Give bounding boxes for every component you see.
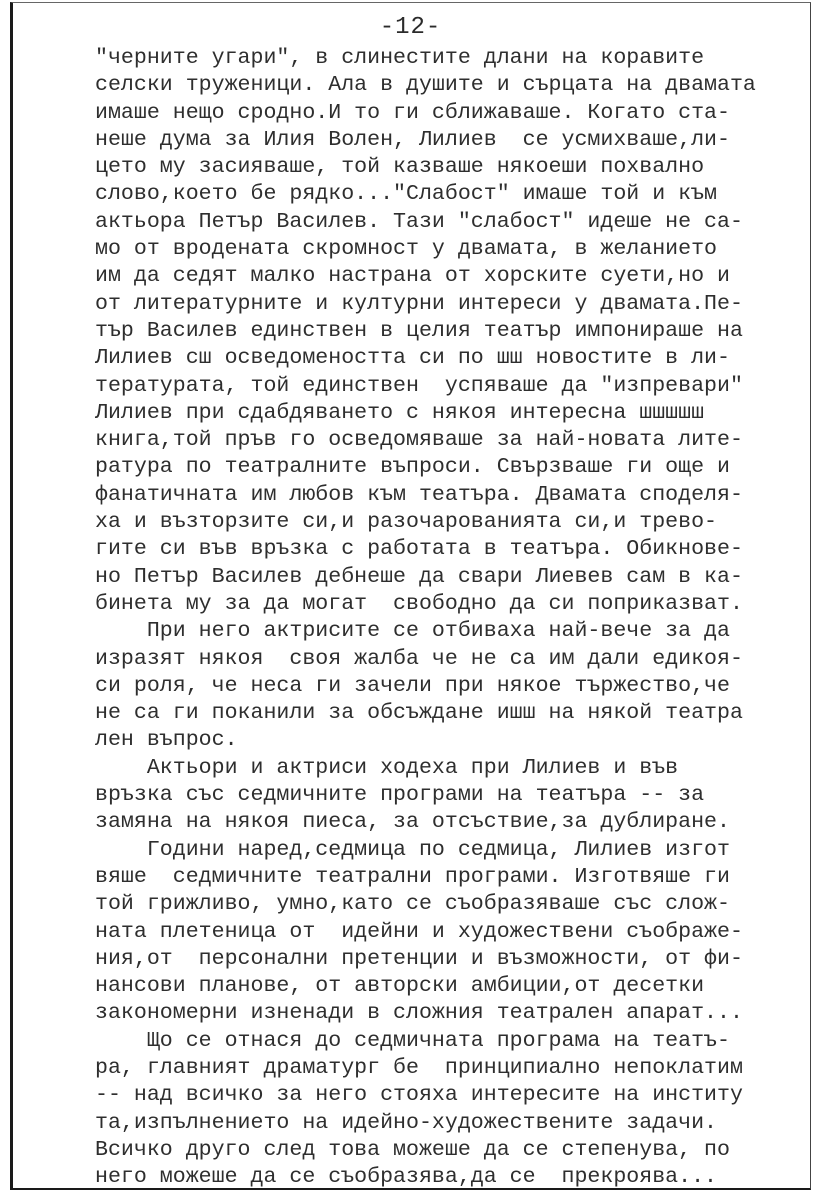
text-line: Що се отнася до седмичната програма на театъ- — [95, 1028, 730, 1053]
text-line: но Петър Василев дебнеше да свари Лиевев сам в ка- — [95, 564, 743, 589]
text-line: той грижливо, умно,като се съобразяваше със слож- — [95, 892, 730, 917]
text-line: от литературните и културни интереси у двамата.Пе- — [95, 291, 743, 316]
text-line: селски труженици. Ала в душите и сърцата на двамата — [95, 73, 756, 98]
text-line: закономерни изненади в сложния театрален апарат... — [95, 1001, 743, 1026]
text-line: Години наред,седмица по седмица, Лилиев изгот — [95, 837, 730, 862]
text-line: Актьори и актриси ходеха при Лилиев и във — [95, 755, 679, 780]
text-line: При него актрисите се отбиваха най-вече за да — [95, 619, 730, 644]
text-line: неше дума за Илия Волен, Лилиев се усмихваше,ли- — [95, 127, 730, 152]
text-line: актьора Петър Василев. Тази "слабост" идеше не са- — [95, 209, 743, 234]
text-line: слово,което бе рядко..."Слабост" имаше той и към — [95, 182, 718, 207]
text-line: цето му засияваше, той казваше някоеши похвално — [95, 155, 705, 180]
text-line: лен въпрос. — [95, 728, 238, 753]
text-line: мо от вродената скромност у двамата, в желанието — [95, 237, 718, 262]
text-line: имаше нещо сродно.И то ги сближаваше. Когато ста- — [95, 100, 730, 125]
text-line: вяше седмичните театрални програми. Изготвяше ги — [95, 864, 730, 889]
text-line: та,изпълнението на идейно-художествените задачи. — [95, 1110, 718, 1135]
text-line: тературата, той единствен успяваше да "изпревари" — [95, 373, 743, 398]
text-line: фанатичната им любов към театъра. Двамата споделя- — [95, 482, 743, 507]
text-line: книга,той пръв го осведомяваше за най-новата лите- — [95, 428, 743, 453]
text-line: -- над всичко за него стояха интересите на институ — [95, 1083, 743, 1108]
text-line: него можеше да се съобразява,да се прекроява... — [95, 1165, 718, 1190]
text-line: им да седят малко настрана от хорските суети,но и — [95, 264, 730, 289]
text-line: бинета му за да могат свободно да си поприказват. — [95, 591, 743, 616]
text-line: замяна на някоя пиеса, за отсъствие,за дублиране. — [95, 810, 730, 835]
text-line: тър Василев единствен в целия театър импонираше на — [95, 318, 743, 343]
text-line: гите си във връзка с работата в театъра. Обикнове- — [95, 537, 743, 562]
text-line: Лилиев сш осведомеността си по шш новостите в ли- — [95, 346, 730, 371]
text-line: "черните угари", в слинестите длани на коравите — [95, 46, 705, 70]
text-line: нансови планове, от авторски амбиции,от десетки — [95, 974, 705, 999]
text-line: Лилиев при сдабдяването с някоя интересна шшшшш — [95, 400, 705, 425]
text-line: ратура по театралните въпроси. Свързваше ги още и — [95, 455, 730, 480]
page-number: -12- — [379, 14, 442, 41]
text-line: изразят някоя своя жалба че не са им дали едикоя- — [95, 646, 743, 671]
text-line: връзка със седмичните програми на театъра -- за — [95, 783, 705, 808]
text-line: ха и възторзите си,и разочарованията си,и трево- — [95, 510, 718, 535]
text-line: не са ги поканили за обсъждане ишш на някой театра — [95, 701, 743, 726]
text-line: ната плетеница от идейни и художествени съображе- — [95, 919, 743, 944]
text-line: си роля, че неса ги зачели при някое тържество,че — [95, 673, 730, 698]
text-line: ния,от персонални претенции и възможности, от фи- — [95, 946, 743, 971]
text-line: Всичко друго след това можеше да се степенува, по — [95, 1137, 730, 1162]
text-line: ра, главният драматург бе принципиално непоклатим — [95, 1055, 743, 1080]
typewritten-text — [95, 45, 811, 1191]
